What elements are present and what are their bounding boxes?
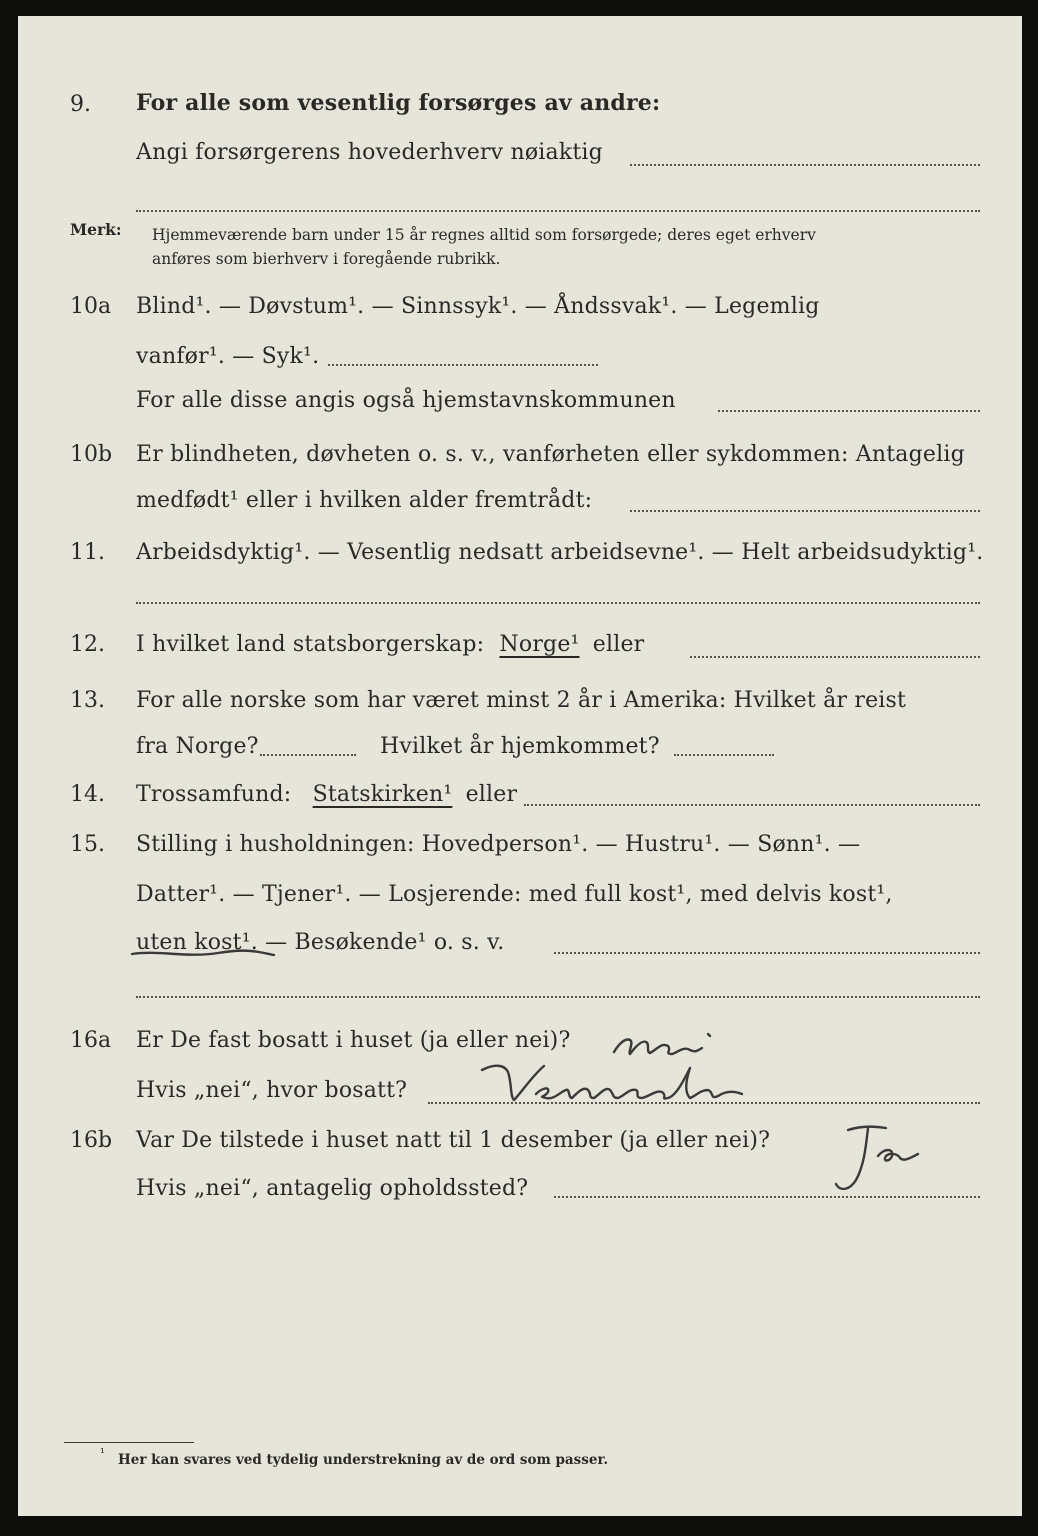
q9-line2: Angi forsørgerens hovederhverv nøiaktig	[136, 140, 603, 165]
q10a-line1: Blind¹. — Døvstum¹. — Sinnssyk¹. — Åndssvak¹. — Legemlig	[136, 294, 820, 319]
q14-number: 14.	[70, 782, 105, 807]
merk-label: Merk:	[70, 220, 122, 239]
q15-line1: Stilling i husholdningen: Hovedperson¹. — Hustru¹. — Sønn¹. —	[136, 832, 861, 857]
q10b-number: 10b	[70, 442, 113, 467]
q10b-answer-line[interactable]	[630, 510, 980, 512]
handwritten-underline-uten-kost	[128, 946, 278, 962]
q16b-answer-line[interactable]	[554, 1196, 980, 1198]
q16b-number: 16b	[70, 1128, 113, 1153]
q13-line2b: Hvilket år hjemkommet?	[380, 734, 660, 759]
q10a-line3: For alle disse angis også hjemstavnskommunen	[136, 388, 676, 413]
merk-line1: Hjemmeværende barn under 15 år regnes alltid som forsørgede; deres eget erhverv	[152, 226, 816, 244]
q13-reist-line[interactable]	[260, 754, 356, 756]
q13-line1: For alle norske som har været minst 2 år i Amerika: Hvilket år reist	[136, 688, 907, 713]
q9-answer-line[interactable]	[630, 164, 980, 166]
q11-answer-line[interactable]	[136, 602, 980, 604]
q11-number: 11.	[70, 540, 105, 565]
q15-line3-rest: . — Besøkende¹ o. s. v.	[250, 930, 505, 955]
q13-number: 13.	[70, 688, 105, 713]
q10a-hjemstavn-line[interactable]	[718, 410, 980, 412]
q15-option-uten-kost[interactable]: uten kost¹	[136, 930, 251, 955]
q15-number: 15.	[70, 832, 105, 857]
q10b-line1: Er blindheten, døvheten o. s. v., vanførheten eller sykdommen: Antagelig	[136, 442, 965, 467]
q16b-line2: Hvis „nei“, antagelig opholdssted?	[136, 1176, 529, 1201]
q14-answer-line[interactable]	[524, 804, 980, 806]
q10b-line2: medfødt¹ eller i hvilken alder fremtrådt:	[136, 488, 593, 513]
q10a-number: 10a	[70, 294, 112, 319]
q12-number: 12.	[70, 632, 105, 657]
q11-line1: Arbeidsdyktig¹. — Vesentlig nedsatt arbeidsevne¹. — Helt arbeidsudyktig¹.	[136, 540, 984, 565]
q12-text	[136, 632, 644, 657]
q14-option-statskirken[interactable]: Statskirken¹	[312, 782, 453, 807]
handwritten-answer-vennesla	[474, 1056, 754, 1108]
q12-option-norge[interactable]: Norge¹	[499, 632, 580, 657]
q9-answer-line-2[interactable]	[136, 210, 980, 212]
q16a-number: 16a	[70, 1028, 112, 1053]
q15-line2: Datter¹. — Tjener¹. — Losjerende: med full kost¹, med delvis kost¹,	[136, 882, 893, 907]
census-form-page	[18, 16, 1022, 1516]
merk-line2: anføres som bierhverv i foregående rubrikk.	[152, 250, 501, 268]
q12-answer-line[interactable]	[690, 656, 980, 658]
q16a-line2: Hvis „nei“, hvor bosatt?	[136, 1078, 408, 1103]
q13-hjemkommet-line[interactable]	[674, 754, 774, 756]
q12-suffix: eller	[592, 632, 645, 657]
q16b-line1: Var De tilstede i huset natt til 1 desember (ja eller nei)?	[136, 1128, 771, 1153]
q15-answer-line-2[interactable]	[136, 996, 980, 998]
q15-answer-line[interactable]	[554, 952, 980, 954]
q13-line2a: fra Norge?	[136, 734, 259, 759]
q12-prefix: I hvilket land statsborgerskap:	[136, 632, 485, 657]
footnote-mark: ¹	[100, 1446, 105, 1460]
q14-prefix: Trossamfund:	[136, 782, 292, 807]
q10a-syk-line[interactable]	[328, 364, 598, 366]
footnote-rule	[64, 1442, 194, 1443]
footnote-text: Her kan svares ved tydelig understrekning av de ord som passer.	[118, 1452, 609, 1468]
q14-text	[136, 782, 517, 807]
q9-line1: For alle som vesentlig forsørges av andre:	[136, 90, 661, 116]
q9-number: 9.	[70, 92, 91, 117]
q16a-line1: Er De fast bosatt i huset (ja eller nei)?	[136, 1028, 571, 1053]
q14-suffix: eller	[465, 782, 518, 807]
handwritten-answer-ja	[826, 1120, 946, 1202]
q10a-line2: vanfør¹. — Syk¹.	[136, 344, 320, 369]
